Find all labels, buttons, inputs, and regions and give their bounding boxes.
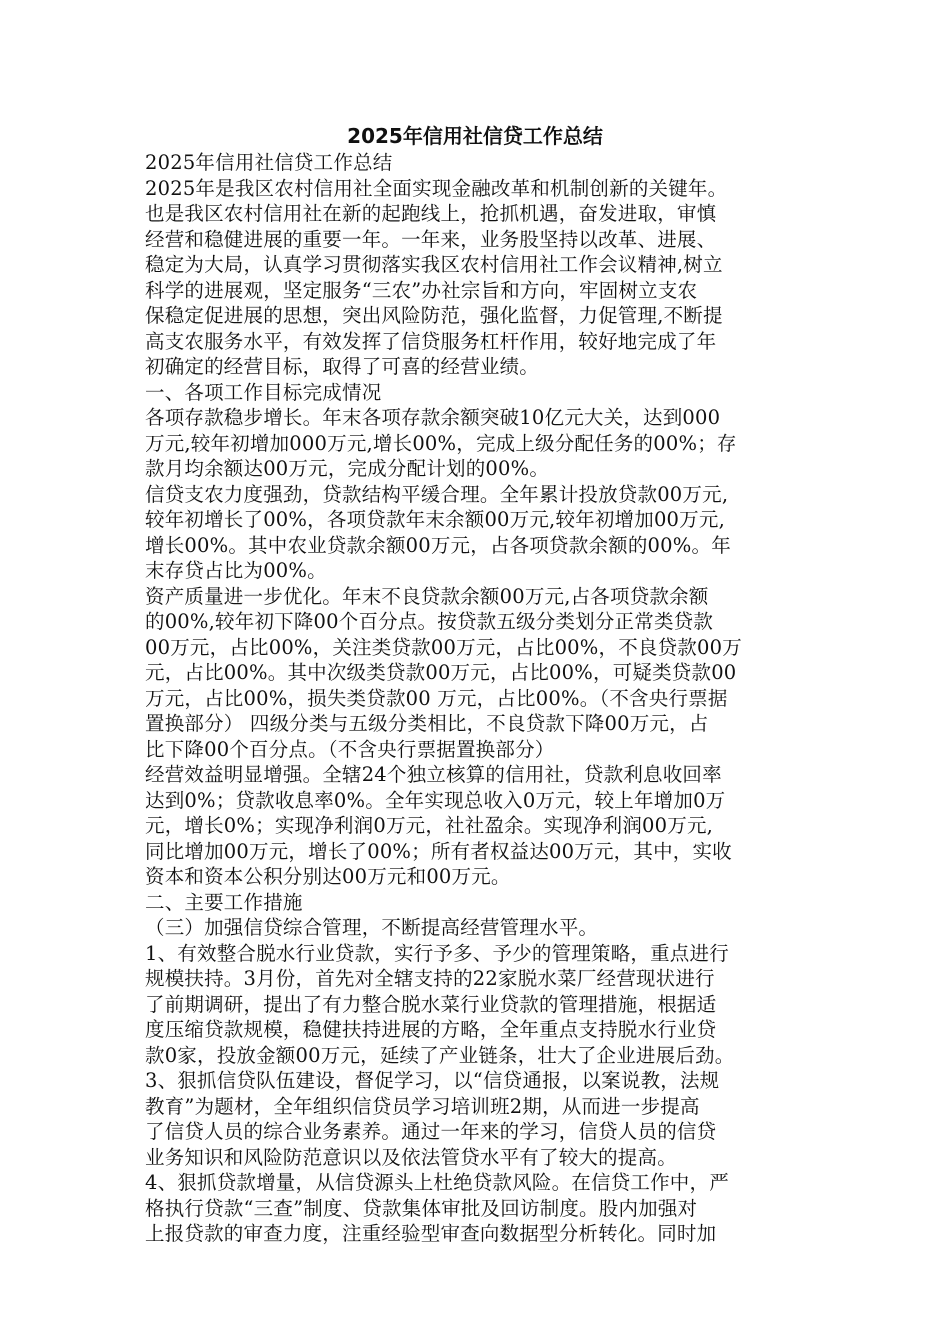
- text-line: 00万元，占比00%，关注类贷款00万元，占比00%，不良贷款00万: [145, 635, 742, 659]
- text-line: 一、各项工作目标完成情况: [145, 380, 382, 404]
- text-line: 稳定为大局，认真学习贯彻落实我区农村信用社工作会议精神,树立: [145, 253, 723, 276]
- text-line: 元，增长0%；实现净利润0万元，社社盈余。实现净利润00万元,: [145, 814, 714, 837]
- text-line: 元，占比00%。其中次级类贷款00万元，占比00%，可疑类贷款00: [145, 661, 737, 684]
- text-line: 上报贷款的审查力度，注重经验型审查向数据型分析转化。同时加: [145, 1222, 717, 1245]
- text-line: 初确定的经营目标，取得了可喜的经营业绩。: [145, 355, 540, 378]
- text-line: 高支农服务水平，有效发挥了信贷服务杠杆作用，较好地完成了年: [145, 329, 717, 353]
- text-line: 较年初增长了00%，各项贷款年末余额00万元,较年初增加00万元,: [145, 508, 725, 531]
- text-line: 业务知识和风险防范意识以及依法管贷水平有了较大的提高。: [145, 1145, 677, 1169]
- document-title: 2025年信用社信贷工作总结: [347, 124, 603, 148]
- text-line: 万元，占比00%，损失类贷款00 万元，占比00%。（不含央行票据: [145, 686, 728, 710]
- text-line: 教育”为题材，全年组织信贷员学习培训班2期，从而进一步提高: [145, 1094, 700, 1118]
- text-line: 了信贷人员的综合业务素养。通过一年来的学习，信贷人员的信贷: [145, 1120, 717, 1143]
- document-body: [145, 150, 815, 1247]
- text-line: 各项存款稳步增长。年末各项存款余额突破10亿元大关，达到000: [145, 406, 721, 429]
- text-line: 资本和资本公积分别达00万元和00万元。: [145, 865, 511, 888]
- text-line: 万元,较年初增加000万元,增长00%，完成上级分配任务的00%；存: [145, 431, 737, 455]
- text-line: 资产质量进一步优化。年末不良贷款余额00万元,占各项贷款余额: [145, 584, 709, 608]
- text-line: 2025年信用社信贷工作总结: [145, 151, 393, 174]
- text-line: 增长00%。其中农业贷款余额00万元，占各项贷款余额的00%。年: [145, 533, 731, 557]
- text-line: 格执行贷款“三查”制度、贷款集体审批及回访制度。股内加强对: [145, 1196, 698, 1220]
- text-line: 1、有效整合脱水行业贷款，实行予多、予少的管理策略，重点进行: [145, 941, 729, 965]
- text-line: 同比增加00万元，增长了00%；所有者权益达00万元，其中，实收: [145, 839, 732, 863]
- text-line: 2025年是我区农村信用社全面实现金融改革和机制创新的关键年。: [145, 176, 728, 200]
- text-line: 科学的进展观，坚定服务“三农”办社宗旨和方向，牢固树立支农: [145, 278, 698, 302]
- text-line: 款0家，投放金额00万元，延续了产业链条，壮大了企业进展后劲。: [145, 1043, 735, 1067]
- text-line: 4、狠抓贷款增量，从信贷源头上杜绝贷款风险。在信贷工作中，严: [145, 1171, 729, 1194]
- text-line: 比下降00个百分点。（不含央行票据置换部分）: [145, 737, 555, 761]
- text-line: 信贷支农力度强劲，贷款结构平缓合理。全年累计投放贷款00万元,: [145, 482, 729, 506]
- text-line: 末存贷占比为00%。: [145, 559, 327, 582]
- text-line: 的00%,较年初下降00个百分点。按贷款五级分类划分正常类贷款: [145, 610, 714, 633]
- text-line: （三）加强信贷综合管理，不断提高经营管理水平。: [145, 916, 599, 939]
- text-line: 经营和稳健进展的重要一年。一年来，业务股坚持以改革、进展、: [145, 227, 717, 251]
- text-line: 置换部分） 四级分类与五级分类相比，不良贷款下降00万元，占: [145, 712, 709, 735]
- text-line: 了前期调研，提出了有力整合脱水菜行业贷款的管理措施，根据适: [145, 992, 717, 1016]
- text-line: 规模扶持。3月份，首先对全辖支持的22家脱水菜厂经营现状进行: [145, 967, 715, 990]
- text-line: 达到0%；贷款收息率0%。全年实现总收入0万元，较上年增加0万: [145, 788, 726, 812]
- text-line: 款月均余额达00万元，完成分配计划的00%。: [145, 457, 550, 480]
- text-line: 经营效益明显增强。全辖24个独立核算的信用社，贷款利息收回率: [145, 763, 722, 786]
- text-line: 度压缩贷款规模，稳健扶持进展的方略，全年重点支持脱水行业贷: [145, 1018, 717, 1041]
- text-line: 也是我区农村信用社在新的起跑线上，抢抓机遇，奋发进取，审慎: [145, 202, 717, 225]
- text-line: 3、狠抓信贷队伍建设，督促学习，以“信贷通报，以案说教，法规: [145, 1069, 720, 1092]
- text-line: 保稳定促进展的思想，突出风险防范，强化监督，力促管理,不断提: [145, 304, 723, 327]
- text-line: 二、主要工作措施: [145, 890, 303, 914]
